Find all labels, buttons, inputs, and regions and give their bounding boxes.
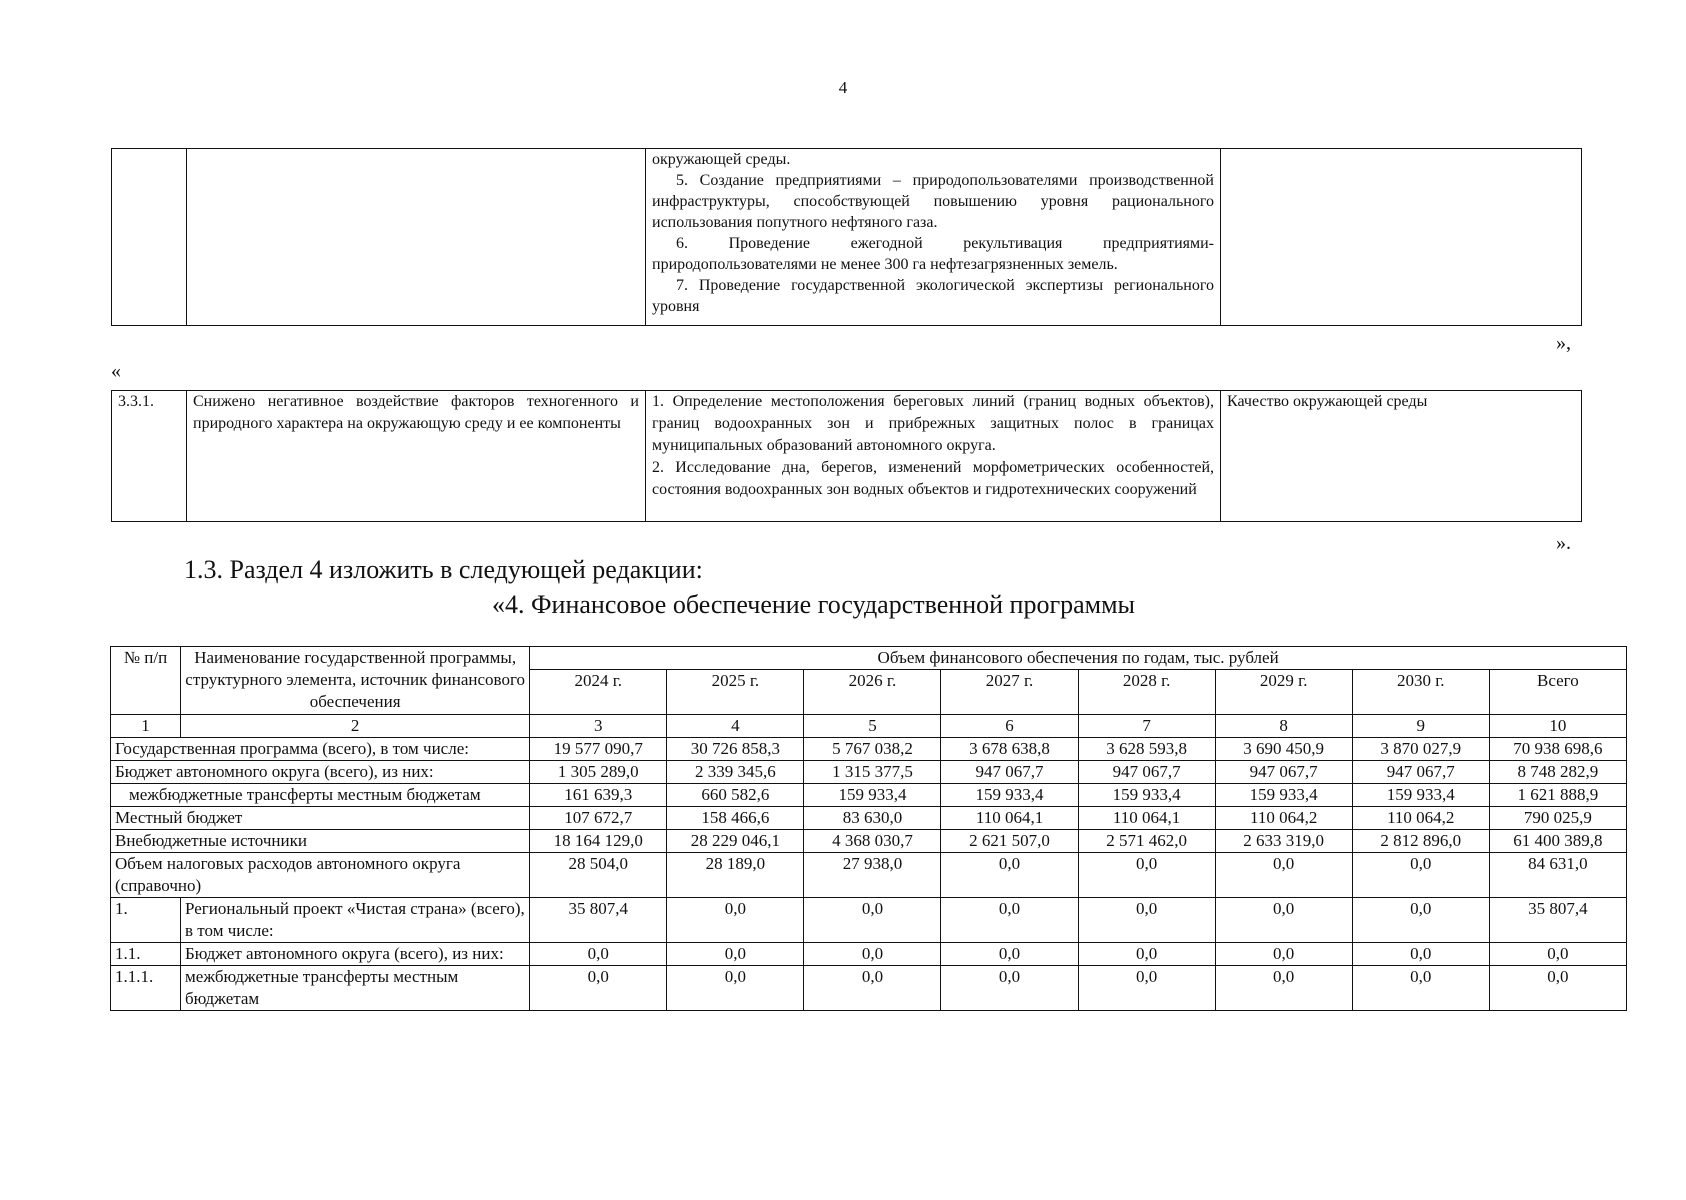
value-cell: 790 025,9 — [1489, 807, 1626, 830]
value-cell: 1 305 289,0 — [530, 761, 667, 784]
year-header: 2029 г. — [1215, 670, 1352, 715]
table-row — [111, 830, 1627, 853]
value-cell: 2 571 462,0 — [1078, 830, 1215, 853]
year-header: 2030 г. — [1352, 670, 1489, 715]
column-number: 1 — [111, 715, 181, 738]
value-cell: 0,0 — [804, 943, 941, 966]
value-cell: 947 067,7 — [1215, 761, 1352, 784]
total-header: Всего — [1489, 670, 1626, 715]
program-heading: «4. Финансовое обеспечение государственной программы — [492, 590, 1136, 619]
opening-quote: « — [111, 360, 121, 382]
header-number: № п/п — [111, 647, 181, 715]
value-cell: 947 067,7 — [941, 761, 1078, 784]
value-cell: 0,0 — [941, 943, 1078, 966]
value-cell: 4 368 030,7 — [804, 830, 941, 853]
value-cell: 28 229 046,1 — [667, 830, 804, 853]
value-cell: 0,0 — [1215, 966, 1352, 1011]
value-cell: 70 938 698,6 — [1489, 738, 1626, 761]
value-cell: 1 621 888,9 — [1489, 784, 1626, 807]
value-cell: 159 933,4 — [804, 784, 941, 807]
year-header: 2028 г. — [1078, 670, 1215, 715]
row-name: Внебюджетные источники — [111, 830, 530, 853]
value-cell: 61 400 389,8 — [1489, 830, 1626, 853]
column-numbers-row — [111, 715, 1627, 738]
goal-table — [111, 390, 1582, 522]
tasks-cell — [646, 391, 1221, 522]
value-cell: 3 678 638,8 — [941, 738, 1078, 761]
row-name: Бюджет автономного округа (всего), из них: — [111, 761, 530, 784]
value-cell: 8 748 282,9 — [1489, 761, 1626, 784]
task-text: 5. Создание предприятиями – природопользователями производственной инфраструктуры, способствующей повышению уровня рационального использования попутного нефтяного газа. — [652, 172, 1214, 231]
year-header: 2027 г. — [941, 670, 1078, 715]
year-header: 2026 г. — [804, 670, 941, 715]
column-number: 8 — [1215, 715, 1352, 738]
value-cell: 107 672,7 — [530, 807, 667, 830]
value-cell: 0,0 — [1489, 966, 1626, 1011]
value-cell: 2 621 507,0 — [941, 830, 1078, 853]
value-cell: 2 633 319,0 — [1215, 830, 1352, 853]
value-cell: 0,0 — [1078, 853, 1215, 898]
page-number: 4 — [838, 78, 848, 97]
task-text: 2. Исследование дна, берегов, изменений морфометрических особенностей, состояния водоохранных зон водных объектов и гидротехнических сооружений — [652, 459, 1214, 498]
table-row — [111, 943, 1627, 966]
tasks-cell — [646, 149, 1221, 326]
value-cell: 3 690 450,9 — [1215, 738, 1352, 761]
task-text: 7. Проведение государственной экологической экспертизы регионального уровня — [652, 277, 1214, 315]
table-row — [111, 966, 1627, 1011]
value-cell: 0,0 — [804, 898, 941, 943]
value-cell: 0,0 — [804, 966, 941, 1011]
value-cell: 0,0 — [1352, 853, 1489, 898]
column-number: 9 — [1352, 715, 1489, 738]
value-cell: 0,0 — [667, 943, 804, 966]
value-cell: 0,0 — [1078, 898, 1215, 943]
table-cell — [1221, 149, 1582, 326]
value-cell: 159 933,4 — [1215, 784, 1352, 807]
value-cell: 3 870 027,9 — [1352, 738, 1489, 761]
value-cell: 5 767 038,2 — [804, 738, 941, 761]
value-cell: 0,0 — [530, 943, 667, 966]
value-cell: 0,0 — [1489, 943, 1626, 966]
value-cell: 0,0 — [1078, 943, 1215, 966]
value-cell: 0,0 — [1352, 943, 1489, 966]
column-number: 10 — [1489, 715, 1626, 738]
indicator-text: Качество окружающей среды — [1221, 391, 1582, 522]
row-number: 1.1. — [111, 943, 181, 966]
table-row — [111, 807, 1627, 830]
table-cell — [112, 149, 187, 326]
column-number: 3 — [530, 715, 667, 738]
value-cell: 0,0 — [1215, 898, 1352, 943]
value-cell: 18 164 129,0 — [530, 830, 667, 853]
value-cell: 19 577 090,7 — [530, 738, 667, 761]
section-heading: 1.3. Раздел 4 изложить в следующей редакции: — [184, 555, 703, 584]
table-row — [112, 149, 1582, 326]
value-cell: 27 938,0 — [804, 853, 941, 898]
value-cell: 947 067,7 — [1078, 761, 1215, 784]
value-cell: 28 504,0 — [530, 853, 667, 898]
task-text: 1. Определение местоположения береговых линий (границ водных объектов), границ водоохранных зон и прибрежных защитных полос в границах муниципальных образований автономного округа. — [652, 393, 1214, 454]
value-cell: 0,0 — [1078, 966, 1215, 1011]
value-cell: 1 315 377,5 — [804, 761, 941, 784]
value-cell: 0,0 — [1215, 943, 1352, 966]
value-cell: 30 726 858,3 — [667, 738, 804, 761]
value-cell: 3 628 593,8 — [1078, 738, 1215, 761]
goal-number: 3.3.1. — [112, 391, 187, 522]
value-cell: 0,0 — [1352, 898, 1489, 943]
value-cell: 35 807,4 — [530, 898, 667, 943]
value-cell: 84 631,0 — [1489, 853, 1626, 898]
row-name: Местный бюджет — [111, 807, 530, 830]
header-name: Наименование государственной программы, структурного элемента, источник финансового обеспечения — [181, 647, 530, 715]
table-row — [111, 898, 1627, 943]
value-cell: 0,0 — [941, 898, 1078, 943]
table-row — [111, 853, 1627, 898]
value-cell: 0,0 — [941, 853, 1078, 898]
value-cell: 110 064,1 — [1078, 807, 1215, 830]
value-cell: 35 807,4 — [1489, 898, 1626, 943]
row-name: Объем налоговых расходов автономного округа (справочно) — [111, 853, 530, 898]
goal-text: Снижено негативное воздействие факторов техногенного и природного характера на окружающую среду и ее компоненты — [187, 391, 646, 522]
table-header-row — [111, 647, 1627, 670]
column-number: 4 — [667, 715, 804, 738]
row-name: Государственная программа (всего), в том числе: — [111, 738, 530, 761]
column-number: 7 — [1078, 715, 1215, 738]
row-number: 1.1.1. — [111, 966, 181, 1011]
table-row — [111, 761, 1627, 784]
column-number: 5 — [804, 715, 941, 738]
value-cell: 947 067,7 — [1352, 761, 1489, 784]
value-cell: 0,0 — [1215, 853, 1352, 898]
table-cell — [187, 149, 646, 326]
row-number: 1. — [111, 898, 181, 943]
value-cell: 159 933,4 — [1078, 784, 1215, 807]
header-volume: Объем финансового обеспечения по годам, тыс. рублей — [530, 647, 1627, 670]
value-cell: 158 466,6 — [667, 807, 804, 830]
task-text: 6. Проведение ежегодной рекультивация предприятиями-природопользователями не менее 300 га нефтезагрязненных земель. — [652, 235, 1214, 273]
row-name: Региональный проект «Чистая страна» (всего), в том числе: — [181, 898, 530, 943]
value-cell: 0,0 — [667, 898, 804, 943]
value-cell: 2 812 896,0 — [1352, 830, 1489, 853]
column-number: 6 — [941, 715, 1078, 738]
value-cell: 0,0 — [1352, 966, 1489, 1011]
table-row — [111, 738, 1627, 761]
table-row — [111, 784, 1627, 807]
continued-goals-table — [111, 148, 1582, 326]
task-text: окружающей среды. — [652, 151, 791, 168]
value-cell: 110 064,2 — [1215, 807, 1352, 830]
value-cell: 161 639,3 — [530, 784, 667, 807]
value-cell: 660 582,6 — [667, 784, 804, 807]
value-cell: 0,0 — [941, 966, 1078, 1011]
value-cell: 2 339 345,6 — [667, 761, 804, 784]
value-cell: 159 933,4 — [1352, 784, 1489, 807]
finance-table — [110, 646, 1627, 1011]
row-name: Бюджет автономного округа (всего), из них: — [181, 943, 530, 966]
value-cell: 0,0 — [667, 966, 804, 1011]
value-cell: 159 933,4 — [941, 784, 1078, 807]
value-cell: 28 189,0 — [667, 853, 804, 898]
column-number: 2 — [181, 715, 530, 738]
finance-table-body — [111, 738, 1627, 1011]
value-cell: 110 064,2 — [1352, 807, 1489, 830]
row-name: межбюджетные трансферты местным бюджетам — [111, 784, 530, 807]
value-cell: 83 630,0 — [804, 807, 941, 830]
row-name: межбюджетные трансферты местным бюджетам — [181, 966, 530, 1011]
table-row — [112, 391, 1582, 522]
value-cell: 0,0 — [530, 966, 667, 1011]
closing-quote: ». — [1556, 532, 1571, 554]
year-header: 2024 г. — [530, 670, 667, 715]
value-cell: 110 064,1 — [941, 807, 1078, 830]
closing-quote: », — [1556, 332, 1571, 354]
year-header: 2025 г. — [667, 670, 804, 715]
